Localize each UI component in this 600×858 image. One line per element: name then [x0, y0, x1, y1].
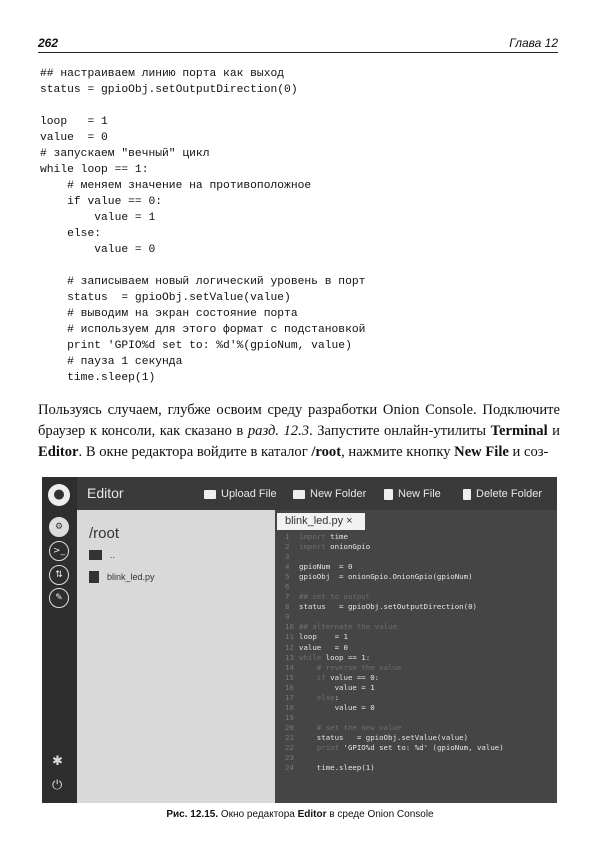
new-file-button[interactable] — [384, 488, 441, 500]
gpio-icon[interactable]: ⇅ — [49, 565, 69, 585]
body-paragraph — [38, 400, 560, 463]
keyword: import — [299, 542, 331, 552]
code-text: status = gpioObj.setOutputDirection(0) — [299, 602, 477, 612]
running-header — [38, 34, 558, 53]
editor-line — [285, 713, 504, 723]
term-editor: Editor — [38, 444, 79, 460]
code-text: time — [330, 532, 348, 541]
code-text: value == 0: — [330, 672, 380, 682]
editor-line — [285, 562, 504, 572]
code-line: # используем для этого формат с подстановкой — [40, 324, 366, 336]
editor-line — [285, 683, 504, 693]
line-number: 3 — [285, 552, 290, 562]
line-number: 8 — [285, 602, 290, 612]
text: . В окне редактора войдите в каталог — [78, 444, 312, 460]
line-number: 1 — [285, 532, 290, 541]
code-text: value = 0 — [299, 642, 348, 652]
parent-folder-item[interactable] — [89, 550, 115, 560]
current-path: /root — [89, 525, 120, 542]
text: , нажмите кнопку — [341, 444, 455, 460]
folder-icon — [293, 490, 305, 499]
code-listing — [40, 66, 365, 386]
line-number: 18 — [285, 702, 294, 712]
code-text: time.sleep(1) — [299, 763, 375, 773]
editor-line — [285, 643, 504, 653]
code-text: 'GPIO%d set to: %d' (gpioNum, value) — [343, 742, 504, 752]
editor-line — [285, 653, 504, 663]
editor-line — [285, 622, 504, 632]
line-number: 15 — [285, 672, 294, 682]
code-line: ## настраиваем линию порта как выход — [40, 68, 285, 80]
keyword: print — [299, 742, 344, 752]
top-bar — [77, 477, 557, 510]
label: blink_led.py — [107, 572, 155, 582]
line-number: 12 — [285, 642, 294, 652]
text: и соз- — [508, 444, 549, 460]
line-number: 22 — [285, 742, 294, 752]
editor-line — [285, 663, 504, 673]
code-text: loop = 1 — [299, 632, 348, 642]
code-line: value = 0 — [40, 244, 156, 256]
text: и — [547, 423, 560, 439]
keyword: # reverse the value — [299, 662, 402, 672]
text: Окно редактора — [218, 809, 298, 820]
code-line: else: — [40, 228, 102, 240]
code-line: while loop == 1: — [40, 164, 149, 176]
line-number: 4 — [285, 562, 290, 572]
line-number: 16 — [285, 682, 294, 692]
keyword: ## set to output — [299, 592, 371, 602]
editor-line — [285, 542, 504, 552]
code-text: value = 0 — [299, 702, 375, 712]
trash-icon — [463, 489, 471, 500]
code-text: gpioObj = onionGpio.OnionGpio(gpioNum) — [299, 572, 473, 582]
keyword: while — [299, 652, 326, 662]
code-line: # записываем новый логический уровень в порт — [40, 276, 366, 288]
editor-pencil-icon[interactable]: ✎ — [49, 588, 69, 608]
code-line: # запускаем "вечный" цикл — [40, 148, 210, 160]
chapter-title: Глава 12 — [509, 36, 558, 50]
file-browser — [77, 510, 275, 803]
label: New File — [398, 488, 441, 500]
code-line: status = gpioObj.setOutputDirection(0) — [40, 84, 298, 96]
editor-line — [285, 612, 504, 622]
section-ref: разд. 12.3 — [247, 423, 310, 439]
editor-line — [285, 552, 504, 562]
line-number: 6 — [285, 582, 290, 592]
editor-line — [285, 532, 504, 542]
power-icon[interactable]: ⏻ — [52, 778, 63, 793]
label: .. — [110, 550, 116, 560]
label: New Folder — [310, 488, 367, 500]
line-number: 17 — [285, 692, 294, 702]
code-line: status = gpioObj.setValue(value) — [40, 292, 291, 304]
editor-line — [285, 592, 504, 602]
editor-line — [285, 693, 504, 703]
file-item[interactable] — [89, 571, 155, 583]
line-number: 19 — [285, 712, 294, 722]
keyword: ## alternate the value — [299, 622, 397, 632]
line-number: 5 — [285, 572, 290, 582]
term-new-file: New File — [454, 444, 509, 460]
label: Upload File — [221, 488, 277, 500]
code-line — [40, 258, 365, 274]
editor-line — [285, 673, 504, 683]
app-title: Editor — [87, 485, 124, 501]
editor-line — [285, 602, 504, 612]
text: в среде Onion Console — [326, 809, 434, 820]
editor-line — [285, 723, 504, 733]
settings-icon[interactable]: ⚙ — [49, 517, 69, 537]
code-text: value = 1 — [299, 682, 375, 692]
line-number: 21 — [285, 732, 294, 742]
term-terminal: Terminal — [490, 423, 548, 439]
term: Editor — [297, 809, 327, 820]
keyword: else — [299, 692, 335, 702]
close-icon[interactable]: × — [346, 515, 353, 527]
code-line: value = 0 — [40, 132, 108, 144]
figure-caption — [0, 809, 600, 820]
editor-line — [285, 582, 504, 592]
text: . Запустите онлайн-утилиты — [309, 423, 491, 439]
code-line: print 'GPIO%d set to: %d'%(gpioNum, value) — [40, 340, 352, 352]
code-line: if value == 0: — [40, 196, 163, 208]
editor-code — [285, 532, 504, 773]
new-folder-button[interactable] — [293, 488, 366, 500]
line-number: 7 — [285, 592, 290, 602]
tab-blink-led[interactable] — [277, 513, 365, 530]
code-editor[interactable] — [275, 510, 557, 803]
tab-label: blink_led.py — [285, 515, 344, 527]
text: Пользуясь случаем, глубже освоим среду разработки Onion Console. Подключите браузер к консоли, как сказано в — [38, 402, 560, 439]
figure-number: Рис. 12.15. — [166, 809, 219, 820]
code-text: status = gpioObj.setValue(value) — [299, 732, 469, 742]
editor-line — [285, 733, 504, 743]
editor-line — [285, 763, 504, 773]
code-line: value = 1 — [40, 212, 156, 224]
line-number: 11 — [285, 632, 294, 642]
line-number: 14 — [285, 662, 294, 672]
line-number: 10 — [285, 622, 294, 632]
code-line: loop = 1 — [40, 116, 108, 128]
line-number: 9 — [285, 612, 290, 622]
label: Delete Folder — [476, 488, 543, 500]
onion-logo-icon: ● — [48, 484, 70, 506]
editor-line — [285, 572, 504, 582]
editor-screenshot — [42, 477, 557, 803]
code-line: # выводим на экран состояние порта — [40, 308, 298, 320]
code-text: onionGpio — [330, 542, 371, 552]
page-number: 262 — [38, 36, 59, 50]
folder-icon — [204, 490, 216, 499]
code-line: # пауза 1 секунда — [40, 356, 183, 368]
code-text: gpioNum = 0 — [299, 562, 353, 572]
line-number: 2 — [285, 542, 290, 552]
line-number: 13 — [285, 652, 294, 662]
file-icon — [89, 571, 99, 583]
editor-line — [285, 743, 504, 753]
term-root: /root — [311, 444, 342, 460]
line-number: 23 — [285, 753, 294, 763]
keyword: import — [299, 532, 331, 541]
sidebar — [42, 477, 77, 803]
bug-icon[interactable]: ✱ — [52, 754, 63, 769]
editor-line — [285, 632, 504, 642]
editor-line — [285, 753, 504, 763]
delete-folder-button[interactable] — [463, 488, 542, 500]
line-number: 20 — [285, 722, 294, 732]
code-text: loop == 1: — [325, 652, 371, 662]
line-number: 24 — [285, 763, 294, 773]
folder-icon — [89, 550, 102, 560]
terminal-icon[interactable]: >_ — [49, 541, 69, 561]
code-text: : — [334, 692, 340, 702]
keyword: if — [299, 672, 331, 682]
upload-file-button[interactable] — [204, 488, 277, 500]
code-line — [40, 98, 365, 114]
editor-line — [285, 703, 504, 713]
code-line: # меняем значение на противоположное — [40, 180, 312, 192]
new-file-icon — [384, 489, 393, 500]
code-line: time.sleep(1) — [40, 372, 156, 384]
keyword: # set the new value — [299, 722, 402, 732]
